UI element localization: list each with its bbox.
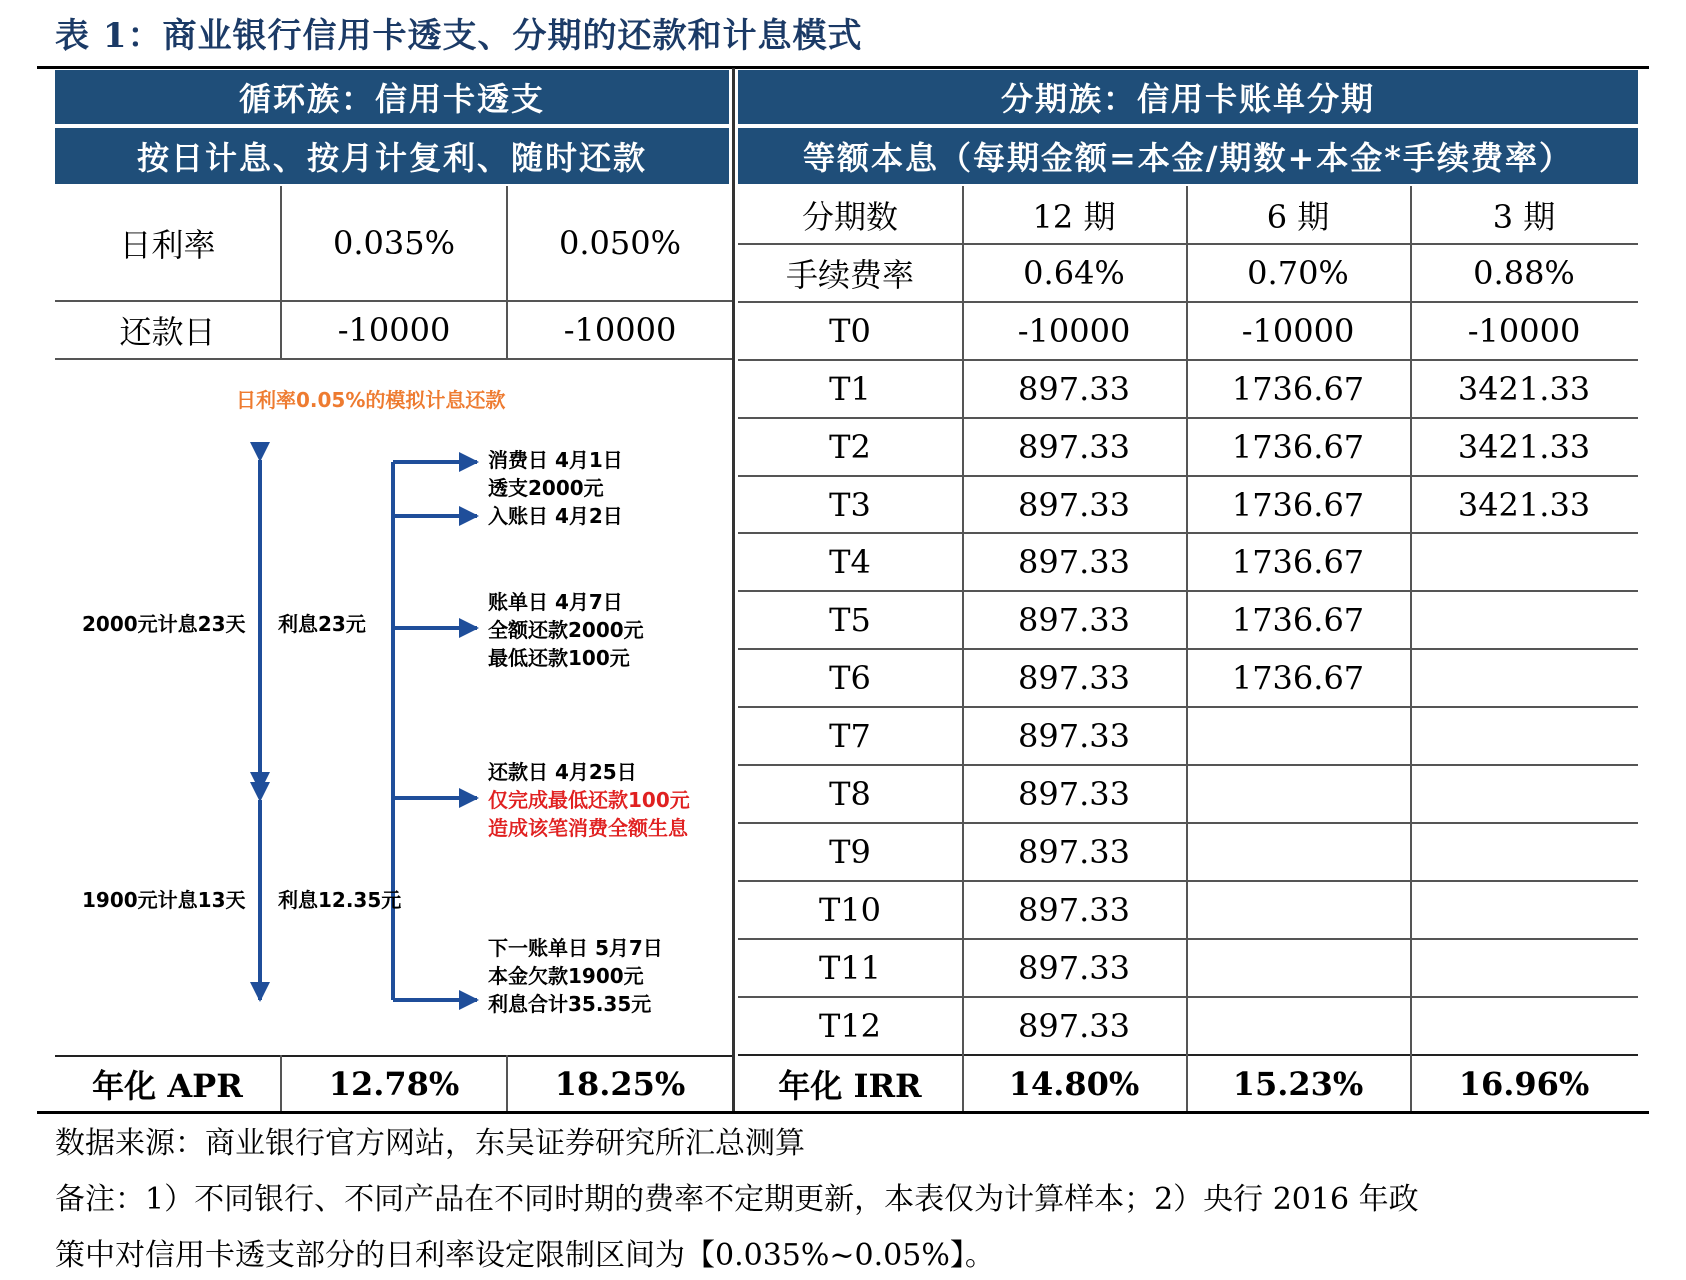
event-4	[488, 758, 690, 842]
left-header-1: 循环族：信用卡透支	[55, 70, 729, 124]
row-cell	[1410, 997, 1638, 1055]
event-5-line-2: 本金欠款1900元	[488, 964, 644, 988]
period-2: 6 期	[1266, 198, 1330, 236]
row-cell: -10000	[1241, 312, 1355, 350]
remark-line-1: 备注：1）不同银行、不同产品在不同时期的费率不定期更新，本表仅为计算样本；2）央行 2016 年政	[55, 1182, 1419, 1217]
row-cell: 897.33	[1018, 891, 1130, 929]
row-t-label: T10	[818, 891, 882, 929]
right-header-1: 分期族：信用卡账单分期	[738, 70, 1638, 124]
row-t-label: T12	[818, 1007, 882, 1045]
row-cell: 897.33	[1018, 1007, 1130, 1045]
row-t-label: T7	[829, 717, 871, 755]
row-cell	[1410, 591, 1638, 649]
diagram-title: 日利率0.05%的模拟计息还款	[236, 388, 506, 412]
row-cell: -10000	[1467, 312, 1581, 350]
remark-line-2: 策中对信用卡透支部分的日利率设定限制区间为【0.035%~0.05%】。	[55, 1238, 995, 1273]
fee-1: 0.64%	[1023, 254, 1125, 292]
row-t-label: T8	[829, 775, 871, 813]
row-t-label: T9	[829, 833, 871, 871]
event-4-line-3: 造成该笔消费全额生息	[488, 816, 688, 840]
row-t-label: T3	[829, 485, 871, 524]
event-5-line-3: 利息合计35.35元	[488, 992, 652, 1016]
row-cell	[1410, 881, 1638, 939]
row-cell: 897.33	[1018, 601, 1130, 639]
row-cell: 1736.67	[1231, 543, 1365, 581]
period-3: 3 期	[1492, 198, 1556, 236]
interest2-label: 利息12.35元	[278, 888, 402, 912]
row-cell: 897.33	[1018, 659, 1130, 697]
event-1-line-2: 透支2000元	[488, 476, 604, 500]
row-t-label: T0	[829, 312, 871, 350]
irr-value-3: 16.96%	[1458, 1064, 1590, 1103]
row-cell	[1186, 881, 1410, 939]
event-5	[488, 934, 663, 1018]
row-t-label: T2	[829, 428, 871, 466]
table-title: 表 1：商业银行信用卡透支、分期的还款和计息模式	[55, 16, 863, 56]
irr-label: 年化 IRR	[778, 1066, 922, 1105]
row-t-label: T6	[829, 659, 871, 697]
row-cell: 1736.67	[1231, 601, 1365, 639]
rate-label: 日利率	[119, 226, 216, 264]
event-3	[488, 588, 644, 672]
row-cell: 1736.67	[1231, 485, 1365, 524]
irr-value-2: 15.23%	[1232, 1064, 1364, 1103]
row-cell: 3421.33	[1457, 370, 1591, 408]
row-cell	[1410, 707, 1638, 765]
source-note: 数据来源：商业银行官方网站，东吴证券研究所汇总测算	[55, 1126, 805, 1161]
interest1-label: 利息23元	[278, 612, 366, 636]
top-rule	[37, 66, 1649, 69]
span2-label: 1900元计息13天	[82, 888, 246, 912]
apr-label: 年化 APR	[92, 1067, 243, 1105]
row-cell	[1186, 707, 1410, 765]
row-cell: 897.33	[1018, 775, 1130, 813]
row-cell	[1186, 823, 1410, 881]
event-5-line-1: 下一账单日 5月7日	[488, 936, 663, 960]
row-cell	[1410, 765, 1638, 823]
right-header-2: 等额本息（每期金额=本金/期数+本金*手续费率）	[738, 128, 1638, 184]
apr-value-1: 12.78%	[328, 1065, 460, 1103]
event-2	[488, 502, 623, 530]
rate-value-1: 0.035%	[332, 224, 455, 262]
row-cell: 897.33	[1018, 949, 1130, 987]
event-2-line-1: 入账日 4月2日	[488, 504, 623, 528]
repay-value-1: -10000	[337, 311, 451, 349]
repay-label: 还款日	[119, 313, 216, 351]
irr-value-1: 14.80%	[1008, 1064, 1140, 1103]
row-cell	[1186, 939, 1410, 997]
apr-value-2: 18.25%	[554, 1065, 686, 1103]
row-t-label: T11	[818, 949, 882, 987]
row-cell: 1736.67	[1231, 659, 1365, 697]
left-header-2: 按日计息、按月计复利、随时还款	[55, 128, 729, 184]
row-cell	[1410, 649, 1638, 707]
fee-label: 手续费率	[785, 256, 914, 294]
event-3-line-3: 最低还款100元	[488, 646, 630, 670]
row-cell: 897.33	[1018, 428, 1130, 466]
rate-value-2: 0.050%	[558, 224, 681, 262]
row-t-label: T1	[829, 370, 871, 408]
repay-value-2: -10000	[563, 311, 677, 349]
row-cell: 897.33	[1018, 485, 1130, 524]
row-cell: 3421.33	[1457, 485, 1591, 524]
row-cell	[1410, 939, 1638, 997]
period-label: 分期数	[801, 198, 898, 236]
row-cell	[1410, 533, 1638, 591]
row-cell: 897.33	[1018, 717, 1130, 755]
row-t-label: T4	[829, 543, 871, 581]
event-1-line-1: 消费日 4月1日	[488, 448, 623, 472]
row-cell: 897.33	[1018, 370, 1130, 408]
row-cell: 897.33	[1018, 543, 1130, 581]
row-cell: -10000	[1017, 312, 1131, 350]
fee-2: 0.70%	[1247, 254, 1349, 292]
event-3-line-1: 账单日 4月7日	[488, 590, 623, 614]
row-cell	[1410, 823, 1638, 881]
event-4-line-1: 还款日 4月25日	[488, 760, 637, 784]
row-cell: 1736.67	[1231, 370, 1365, 408]
row-cell: 1736.67	[1231, 428, 1365, 466]
center-divider	[732, 68, 735, 1111]
event-4-line-2: 仅完成最低还款100元	[488, 788, 690, 812]
row-cell	[1186, 997, 1410, 1055]
event-1	[488, 446, 623, 502]
row-cell: 897.33	[1018, 833, 1130, 871]
fee-3: 0.88%	[1473, 254, 1575, 292]
row-t-label: T5	[829, 601, 871, 639]
period-1: 12 期	[1032, 198, 1116, 236]
row-cell: 3421.33	[1457, 428, 1591, 466]
span1-label: 2000元计息23天	[82, 612, 246, 636]
event-3-line-2: 全额还款2000元	[488, 618, 644, 642]
row-cell	[1186, 765, 1410, 823]
